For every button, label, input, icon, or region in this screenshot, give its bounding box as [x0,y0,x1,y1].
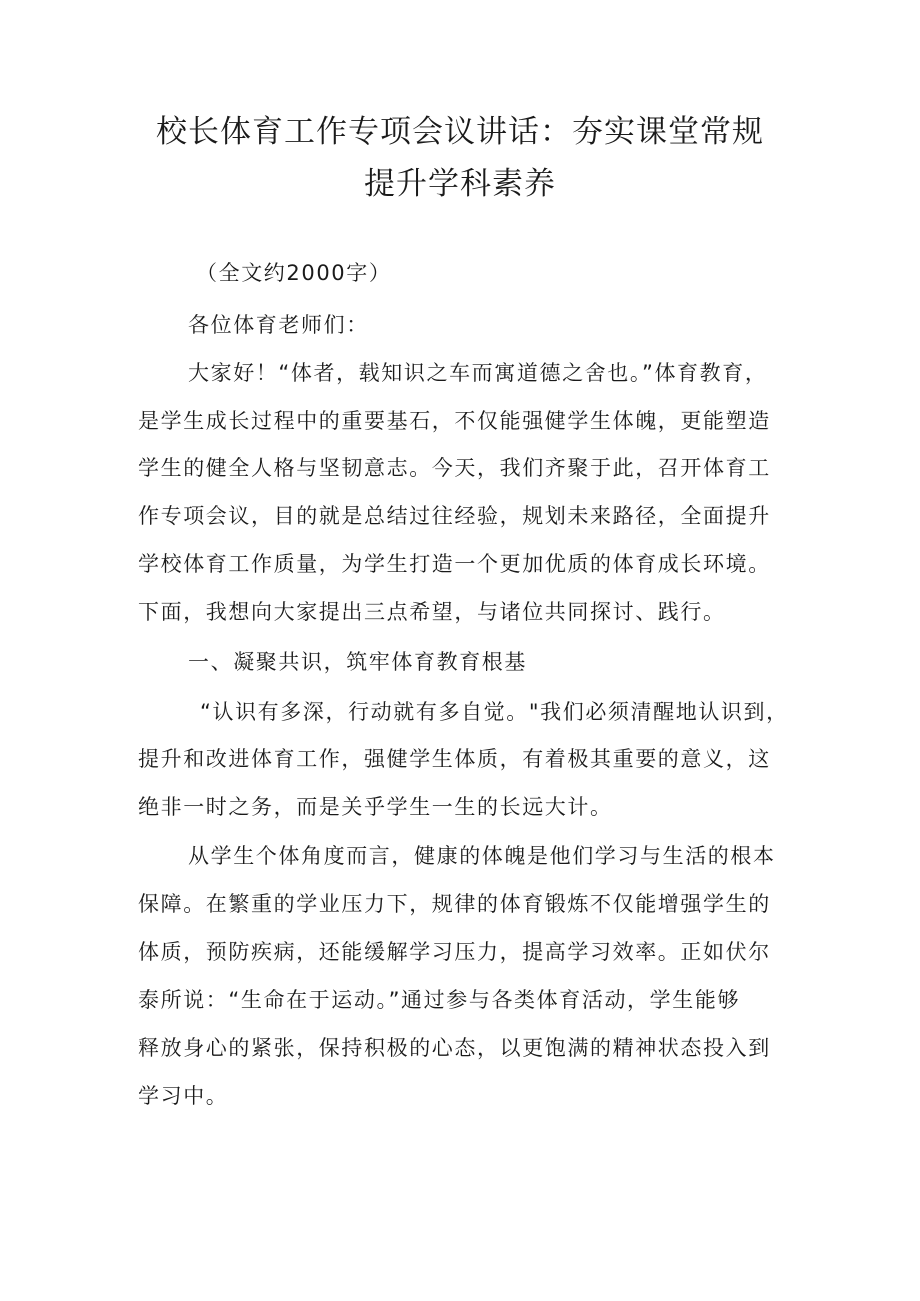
paragraph-2-line-1: “认识有多深，行动就有多自觉。"我们必须清醒地认识到， [200,700,789,724]
paragraph-1-line-6: 下面，我想向大家提出三点希望，与诸位共同探讨、践行。 [138,600,726,624]
paragraph-1-line-1: 大家好！“体者，载知识之车而寓道德之舍也。”体育教育， [188,361,768,385]
paragraph-1-line-4: 作专项会议，目的就是总结过往经验，规划未来路径，全面提升 [138,504,771,528]
paragraph-3-line-6: 学习中。 [138,1084,229,1108]
document-title-line-2: 提升学科素养 [364,166,556,202]
section-1-heading: 一、凝聚共识，筑牢体育教育根基 [188,650,527,674]
paragraph-1-line-5: 学校体育工作质量，为学生打造一个更加优质的体育成长环境。 [138,552,771,576]
paragraph-1-line-3: 学生的健全人格与坚韧意志。今天，我们齐聚于此，召开体育工 [138,456,771,480]
paragraph-2-line-3: 绝非一时之务，而是关乎学生一生的长远大计。 [138,795,613,819]
paragraph-3-line-2: 保障。在繁重的学业压力下，规律的体育锻炼不仅能增强学生的 [138,892,771,916]
word-count-note: （全文约2000字） [196,261,392,285]
paragraph-2-line-2: 提升和改进体育工作，强健学生体质，有着极其重要的意义，这 [138,747,771,771]
paragraph-3-line-4: 泰所说：“生命在于运动。”通过参与各类体育活动，学生能够 [138,988,741,1012]
paragraph-3-line-3: 体质，预防疾病，还能缓解学习压力，提高学习效率。正如伏尔 [138,940,771,964]
paragraph-3-line-1: 从学生个体角度而言，健康的体魄是他们学习与生活的根本 [188,844,776,868]
paragraph-3-line-5: 释放身心的紧张，保持积极的心态，以更饱满的精神状态投入到 [138,1036,771,1060]
paragraph-1-line-2: 是学生成长过程中的重要基石，不仅能强健学生体魄，更能塑造 [138,409,771,433]
document-title-line-1: 校长体育工作专项会议讲话：夯实课堂常规 [156,114,764,150]
greeting: 各位体育老师们： [188,313,369,337]
